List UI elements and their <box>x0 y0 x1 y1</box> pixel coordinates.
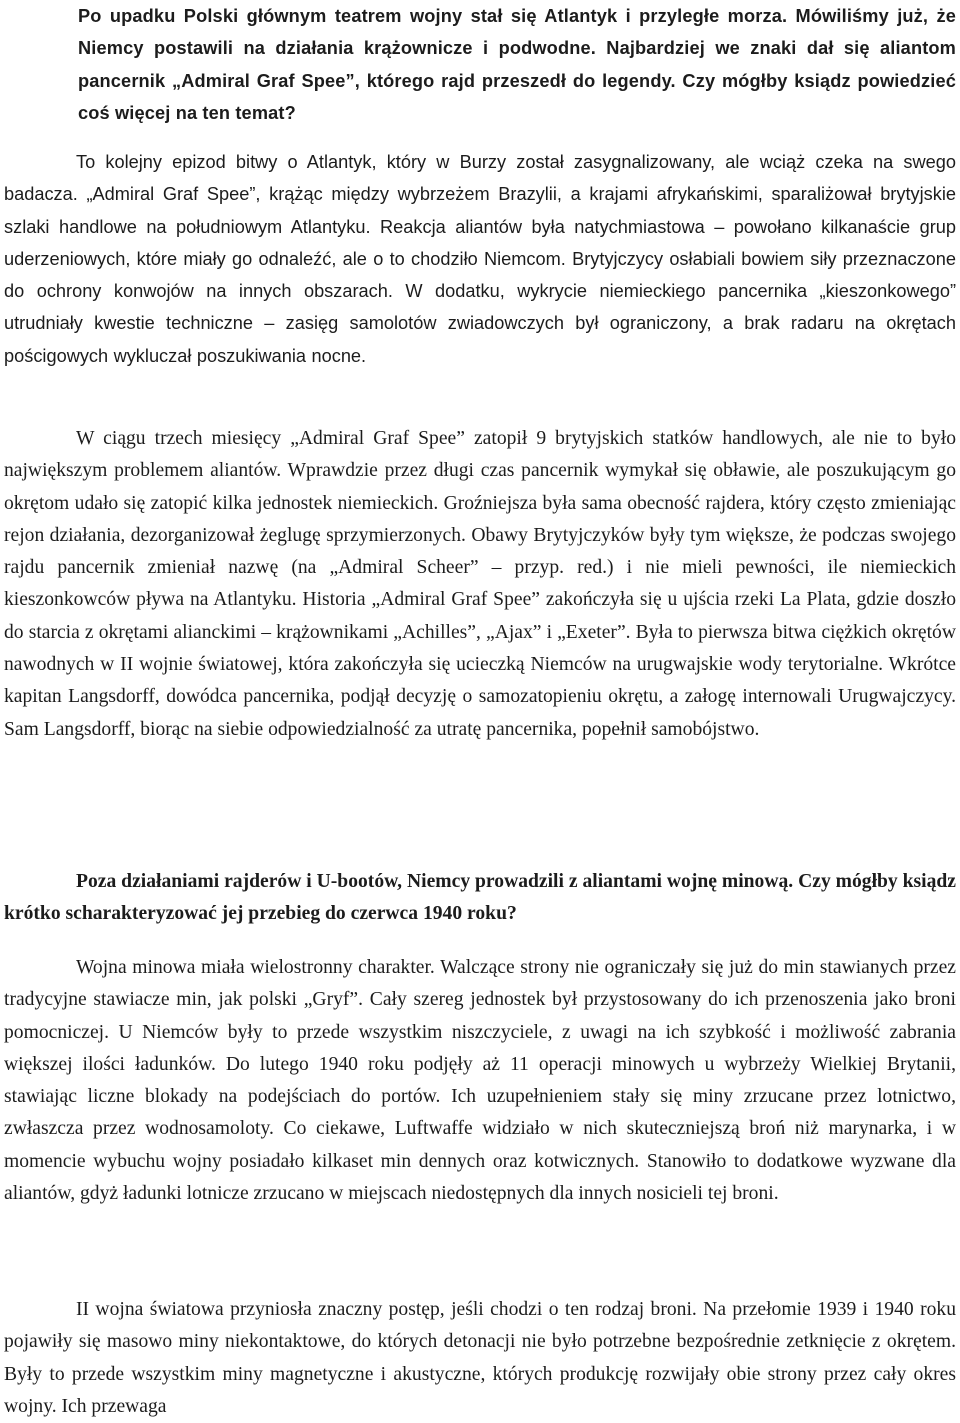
interview-question-mine-warfare: Poza działaniami rajderów i U-bootów, Niemcy prowadzili z aliantami wojnę minową. Czy mógłby ksiądz krótko scharakteryzować jej przebieg do czerwca 1940 roku? <box>4 871 956 925</box>
interview-question-graf-spee: Po upadku Polski głównym teatrem wojny stał się Atlantyk i przyległe morza. Mówiliśmy już, że Niemcy postawili na działania krążownicze i podwodne. Najbardziej we znaki dał się aliantom pancernik „Admiral Graf Spee”, którego rajd przeszedł do legendy. Czy mógłby ksiądz powiedzieć coś więcej na ten temat? <box>78 6 956 123</box>
answer-paragraph-mine-warfare: Wojna minowa miała wielostronny charakter. Walczące strony nie ograniczały się już do min stawianych przez tradycyjne stawiacze min, jak polski „Gryf”. Cały szereg jednostek był przystosowany do ich przenoszenia jako broni pomocniczej. U Niemców były to przede wszystkim niszczyciele, z uwagi na ich szybkość i możliwość zabrania większej ilości ładunków. Do lutego 1940 roku podjęły aż 11 operacji minowych u wybrzeży Wielkiej Brytanii, stawiając liczne blokady na podejściach do portów. Ich uzupełnieniem stały się miny zrzucane przez lotnictwo, zwłaszcza przez wodnosamoloty. Co ciekawe, Luftwaffe widziało w nich skuteczniejszą broń niż marynarka, i w momencie wybuchu wojny posiadało kilkaset min dennych oraz kotwicznych. Stanowiło to dodatkowe wyzwane dla aliantów, gdyż ładunki lotnicze zrzucano w miejscach niedostępnych dla innych nosicieli tej broni. <box>4 957 956 1205</box>
answer-paragraph-graf-spee-history: W ciągu trzech miesięcy „Admiral Graf Spee” zatopił 9 brytyjskich statków handlowych, ale nie to było największym problemem aliantów. Wprawdzie przez długi czas pancernik wymykał się obławie, ale poszukującym go okrętom udało się zatopić kilka jednostek niemieckich. Groźniejsza była sama obecność rajdera, który często zmieniając rejon działania, dezorganizował żeglugę sprzymierzonych. Obawy Brytyjczyków były tym większe, że podczas swojego rajdu pancernik zmieniał nazwę (na „Admiral Scheer” – przyp. red.) i nie mieli pewności, ile niemieckich kieszonkowców pływa na Atlantyku. Historia „Admiral Graf Spee” zakończyła się u ujścia rzeki La Plata, gdzie doszło do starcia z okrętami alianckimi – krążownikami „Achilles”, „Ajax” i „Exeter”. Była to pierwsza bitwa ciężkich okrętów nawodnych w II wojnie światowej, która zakończyła się ucieczką Niemców na urugwajskie wody terytorialne. Wkrótce kapitan Langsdorff, dowódca pancernika, podjął decyzję o samozatopieniu okrętu, a załogę internowali Urugwajczycy. Sam Langsdorff, biorąc na siebie odpowiedzialność za utratę pancernika, popełnił samobójstwo. <box>4 428 956 740</box>
answer-paragraph-atlantic-episode: To kolejny epizod bitwy o Atlantyk, który w Burzy został zasygnalizowany, ale wciąż czeka na swego badacza. „Admiral Graf Spee”, krążąc między wybrzeżem Brazylii, a krajami afrykańskimi, sparaliżował brytyjskie szlaki handlowe na południowym Atlantyku. Reakcja aliantów była natychmiastowa – powołano kilkanaście grup uderzeniowych, które miały go odnaleźć, ale o to chodziło Niemcom. Brytyjczycy osłabiali bowiem siły przeznaczone do ochrony konwojów na innych obszarach. W dodatku, wykrycie niemieckiego pancernika „kieszonkowego” utrudniały kwestie techniczne – zasięg samolotów zwiadowczych był ograniczony, a brak radaru na okrętach pościgowych wykluczał poszukiwania nocne. <box>4 152 956 366</box>
answer-paragraph-non-contact-mines: II wojna światowa przyniosła znaczny postęp, jeśli chodzi o ten rodzaj broni. Na przełomie 1939 i 1940 roku pojawiły się masowo miny niekontaktowe, do których detonacji nie było potrzebne bezpośrednie zetknięcie z okrętem. Były to przede wszystkim miny magnetyczne i akustyczne, których produkcję rozwijały obie strony przez cały okres wojny. Ich przewaga <box>4 1299 956 1417</box>
